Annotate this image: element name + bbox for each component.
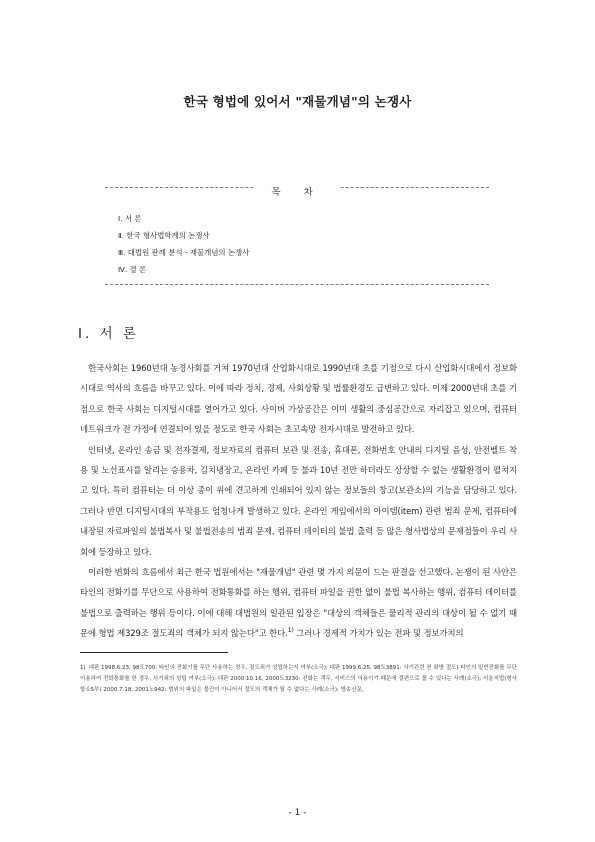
footnote-divider [80,652,228,653]
toc-item-case-analysis: Ⅲ. 대법원 판례 분석 - 재물개념의 논쟁사 [118,248,250,257]
toc-heading: 목 차 [253,187,340,198]
toc-item-conclusion: Ⅳ. 결 론 [118,265,147,274]
paragraph-text: 이러한 변화의 흐름에서 최근 한국 법원에서는 "재물개념" 관련 몇 가지 의문이 드는 판결을 선고했다. 논쟁이 된 사안은 타인의 전화기를 무단으로 사용하여 전화통화를 하는 행위, 컴퓨터 파일을 권한 없이 불법 복사하는 행위, 컴퓨터 데이터를 불법으로 출력하는 행위 등이다. 이에 대해 대법원의 일관된 입장은 "대상의 객체들은 물리적 관리의 대상이 될 수 없기 때문에 형법 제329조 절도죄의 객체가 되지 않는다"고 한다. [80,567,517,639]
toc-list [118,210,249,278]
footnote-mark: 1) [80,665,86,671]
footnote [80,663,517,697]
paragraph: 한국사회는 1960년대 농경사회를 거쳐 1970년대 산업화시대로 1990년대 초를 기점으로 다시 산업화시대에서 정보화시대로 역사의 흐름을 바꾸고 있다. 이에 따라 정치, 경제, 사회상황 및 법률환경도 급변하고 있다. 이제 2000년대 초를 기점으로 한국 사회는 디지털시대를 열어가고 있다. 사이버 가상공간은 이미 생활의 중심공간으로 자리잡고 있으며, 컴퓨터 네트워크가 전 가정에 연결되어 있을 정도로 한국 사회는 초고속망 전자시대로 발전하고 있다. [80,363,517,435]
body-text [80,358,517,644]
toc-item-introduction: Ⅰ. 서 론 [118,214,142,223]
document-title: 한국 형법에 있어서 "재물개념"의 논쟁사 [183,94,412,109]
paragraph: 인터넷, 온라인 송금 및 전자결제, 정보자료의 컴퓨터 보관 및 전송, 휴대폰, 전화번호 안내의 디지털 음성, 안전벨트 착용 및 노선표시를 알리는 승용차, 김치냉장고, 온라인 카페 등 불과 10년 전만 하더라도 상상할 수 없는 생활환경이 펼쳐지고 있다. 특히 컴퓨터는 더 이상 종이 위에 견고하게 인쇄되어 있지 않는 정보들의 창고(보관소)의 기능을 담당하고 있다. 그러나 반면 디지털시대의 부작용도 엄청나게 발생하고 있다. 온라인 게임에서의 아이템(item) 관련 범죄 문제, 컴퓨터에 내장된 자료파일의 불법복사 및 불법전송의 범죄 문제, 컴퓨터 데이터의 불법 출력 등 많은 형사법상의 문제점들이 우리 사회에 등장하고 있다. [80,444,517,557]
paragraph [80,562,517,644]
paragraph-text: 그러나 경제적 가치가 있는 전파 및 정보가치의 [293,628,464,639]
toc-item-academic-debate: Ⅱ. 한국 형사법학계의 논쟁사 [118,231,210,240]
table-of-contents [105,187,489,285]
section-heading: Ⅰ. 서 론 [78,326,139,342]
footnote-reference[interactable]: 1) [287,627,294,635]
page-number: - 1 - [288,808,307,818]
footnote-text: 대판 1998.6.23, 98도700: 타인의 전화기를 무단 사용하는 경우, 절도죄가 성립하는지 여부(소극); 대판 1999.6.25, 98도3891: 사기관련 전 화방 절도) 타인의 일반전화를 무단 이용하여 전화통화를 한 경우, 사기죄의 성립 여부(소극): 대판 2000.10.16, 2000도3230: 전화는 객무, 서비스의 이용이기 때문에 절편으로 볼 수 있다는 사례(소극); 서울지법(형사항소5부) 2000.7.18, 2001노942: 범위의 파일은 물건이 아니어서 절도의 객체가 될 수 없다는 사례(소극): 방송신문, [80,665,517,694]
